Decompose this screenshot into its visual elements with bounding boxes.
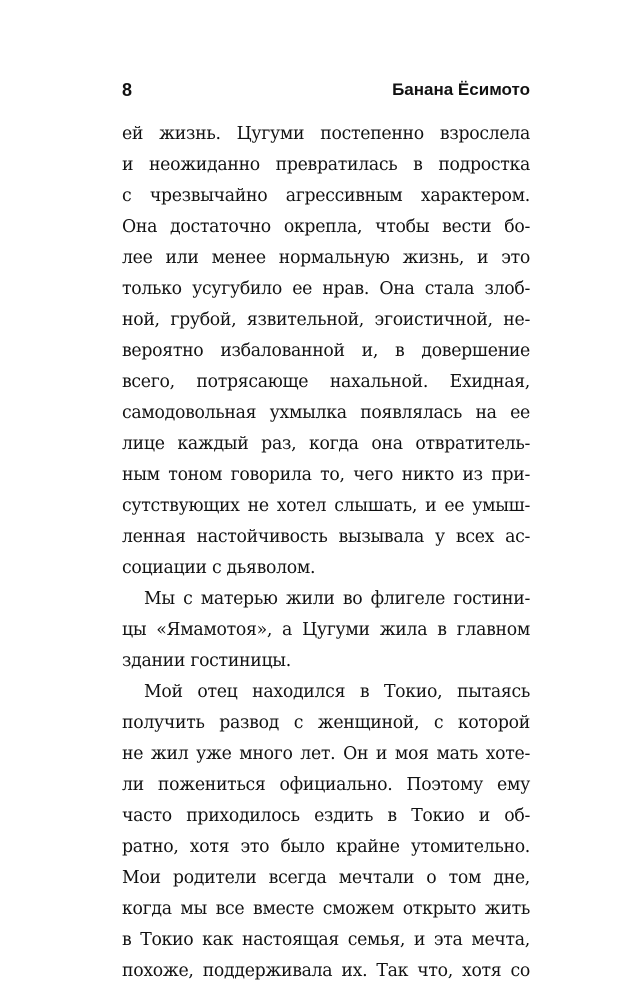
text-line: здании гостиницы. [122, 651, 291, 671]
text-line: с чрезвычайно агрессивным характером. [122, 186, 530, 206]
text-line: похоже, поддерживала их. Так что, хотя со [122, 961, 530, 981]
text-line: Она достаточно окрепла, чтобы вести бо- [122, 217, 530, 237]
text-line: часто приходилось ездить в Токио и об- [122, 806, 530, 826]
text-line: ратно, хотя это было крайне утомительно. [122, 837, 530, 857]
text-line: в Токио как настоящая семья, и эта мечта, [122, 930, 530, 950]
body-text [122, 119, 530, 987]
text-line: получить развод с женщиной, с которой [122, 713, 530, 733]
running-header [122, 78, 530, 102]
text-line: ли пожениться официально. Поэтому ему [122, 775, 530, 795]
text-line: цы «Ямамотоя», а Цугуми жила в главном [122, 620, 530, 640]
text-line: только усугубило ее нрав. Она стала злоб- [122, 279, 530, 299]
text-line: вероятно избалованной и, в довершение [122, 341, 530, 361]
text-line: лее или менее нормальную жизнь, и это [122, 248, 530, 268]
text-line: и неожиданно превратилась в подростка [122, 155, 530, 175]
running-title: Банана Ёсимото [392, 80, 530, 99]
text-line: сутствующих не хотел слышать, и ее умыш- [122, 496, 530, 516]
text-line: Мои родители всегда мечтали о том дне, [122, 868, 530, 888]
text-line: всего, потрясающе нахальной. Ехидная, [122, 372, 530, 392]
text-line: самодовольная ухмылка появлялась на ее [122, 403, 530, 423]
text-line: социации с дьяволом. [122, 558, 316, 578]
text-line: Мой отец находился в Токио, пытаясь [144, 682, 530, 702]
paragraph [122, 119, 530, 584]
text-line: ным тоном говорила то, чего никто из при- [122, 465, 530, 485]
text-line: ленная настойчивость вызывала у всех ас- [122, 527, 530, 547]
text-line: лице каждый раз, когда она отвратитель- [122, 434, 530, 454]
page-number: 8 [122, 79, 133, 100]
paragraph [122, 677, 530, 987]
text-line: Мы с матерью жили во флигеле гостини- [144, 589, 530, 609]
text-line: ей жизнь. Цугуми постепенно взрослела [122, 124, 530, 144]
text-line: когда мы все вместе сможем открыто жить [122, 899, 530, 919]
text-line: ной, грубой, язвительной, эгоистичной, не- [122, 310, 530, 330]
text-line: не жил уже много лет. Он и моя мать хоте- [122, 744, 530, 764]
paragraph [122, 584, 530, 677]
